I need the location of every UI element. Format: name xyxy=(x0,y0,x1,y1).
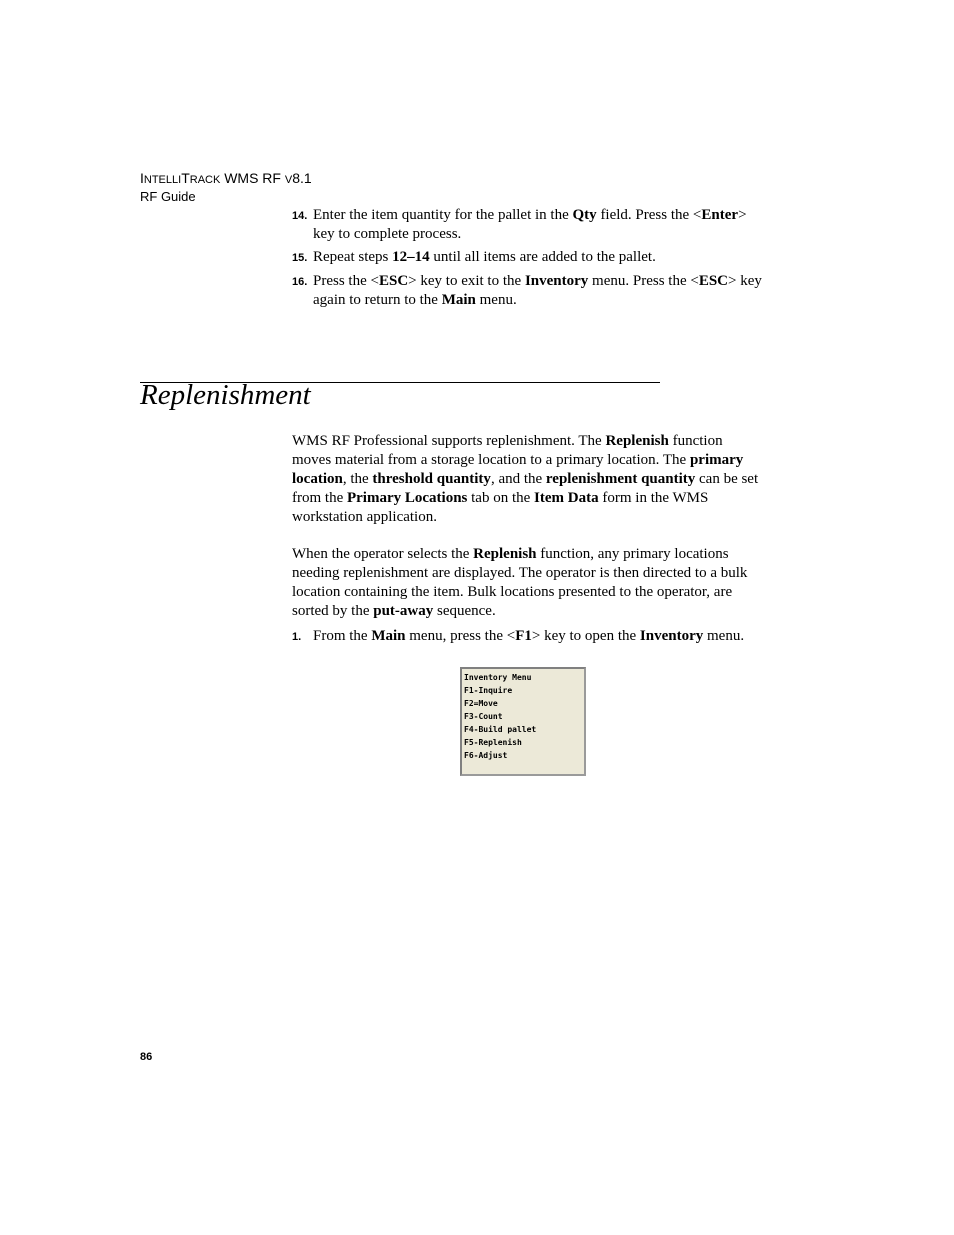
step-16 xyxy=(292,272,767,310)
step-text: Enter the item quantity for the pallet in the Qty field. Press the <Enter> key to complete process. xyxy=(313,207,747,242)
running-header-subtitle: RF Guide xyxy=(140,189,196,204)
rf-menu-title: Inventory Menu xyxy=(464,673,532,682)
step-number: 1. xyxy=(292,631,302,643)
step-number: 14. xyxy=(292,210,308,222)
rf-menu-item-inquire[interactable]: F1-Inquire xyxy=(464,686,513,695)
step-text: Repeat steps 12–14 until all items are added to the pallet. xyxy=(313,249,656,265)
intro-paragraph: WMS RF Professional supports replenishment. The Replenish function moves material from a storage location to a primary location. The primary location, the threshold quantity, and the replenishment quantity can be set from the Primary Locations tab on the Item Data form in the WMS workstation application. xyxy=(292,433,759,525)
running-header-title: INTELLITRACK WMS RF V8.1 xyxy=(140,170,312,186)
step-number: 15. xyxy=(292,252,308,264)
rf-menu-item-move[interactable]: F2=Move xyxy=(464,699,498,708)
rf-menu-item-build-pallet[interactable]: F4-Build pallet xyxy=(464,725,537,734)
step-text: Press the <ESC> key to exit to the Inventory menu. Press the <ESC> key again to return to the Main menu. xyxy=(313,273,762,308)
section-title: Replenishment xyxy=(140,379,311,411)
step-14 xyxy=(292,206,767,244)
page-number: 86 xyxy=(140,1051,153,1063)
step-text: From the Main menu, press the <F1> key to open the Inventory menu. xyxy=(313,628,745,644)
rf-menu-item-count[interactable]: F3-Count xyxy=(464,712,503,721)
step-number: 16. xyxy=(292,276,308,288)
step-15 xyxy=(292,248,767,267)
step-1 xyxy=(292,627,767,646)
rf-menu-item-adjust[interactable]: F6-Adjust xyxy=(464,751,508,760)
rf-menu-item-replenish[interactable]: F5-Replenish xyxy=(464,738,522,747)
operator-paragraph: When the operator selects the Replenish function, any primary locations needing replenishment are displayed. The operator is then directed to a bulk location containing the item. Bulk locations presented to the operator, are sorted by the put-away sequence. xyxy=(292,546,748,619)
rf-inventory-menu-screen xyxy=(460,667,586,776)
